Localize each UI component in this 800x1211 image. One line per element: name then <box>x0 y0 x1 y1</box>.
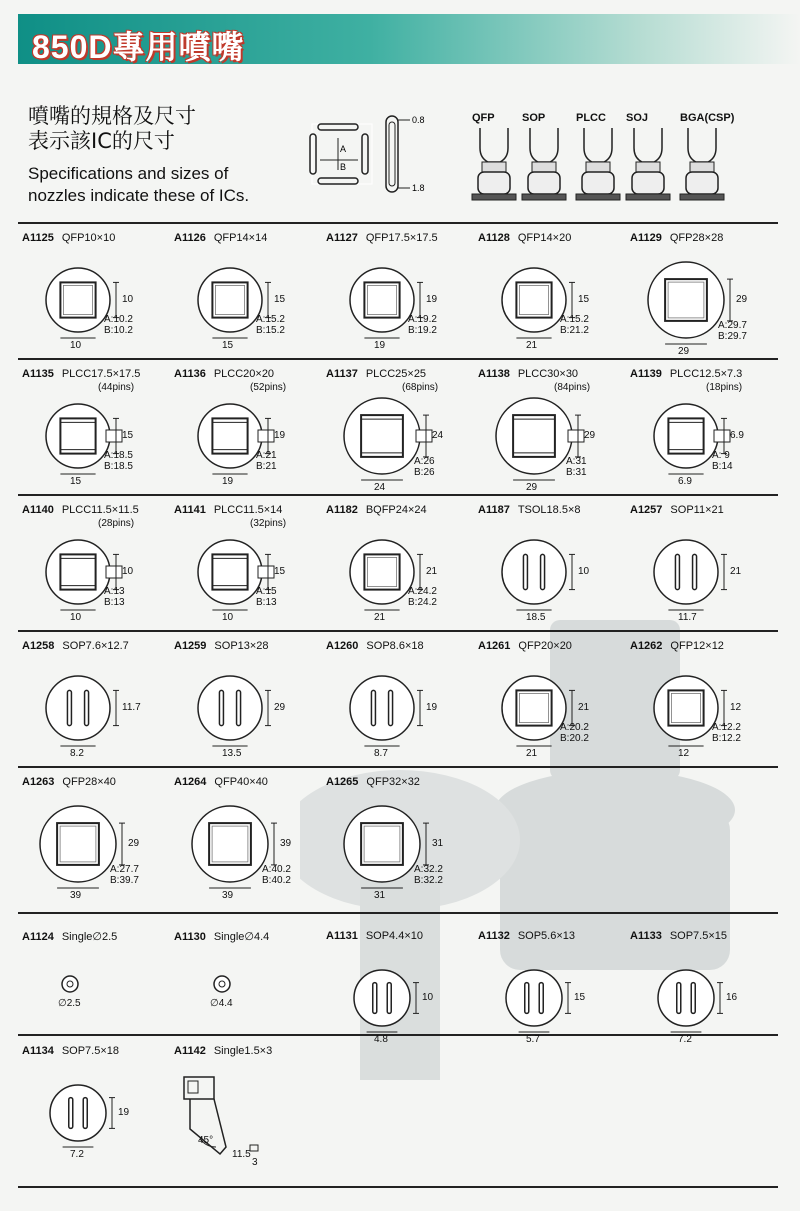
nozzle-side-dimension: 10 <box>578 566 590 577</box>
diagram-dim-bottom: 1.8 <box>412 183 425 193</box>
nozzle-side-dimension: 21 <box>426 566 438 577</box>
nozzle-code: A1140 <box>22 504 54 516</box>
nozzle-bottom-dimension: 8.7 <box>374 748 388 759</box>
nozzle-header <box>22 776 116 788</box>
nozzle-code: A1142 <box>174 1045 206 1057</box>
nozzle-side-dimension: 24 <box>432 430 444 441</box>
nozzle-item <box>18 776 168 904</box>
nozzle-drawing <box>170 944 320 1054</box>
nozzle-b-value: B:15.2 <box>256 325 285 336</box>
nozzle-code: A1263 <box>22 776 55 788</box>
nozzle-item <box>322 504 472 632</box>
nozzle-side-dimension: 15 <box>574 992 586 1003</box>
nozzle-side-dimension: 31 <box>432 838 444 849</box>
nozzle-bottom-dimension: 21 <box>374 612 386 623</box>
nozzle-side-dimension: 39 <box>280 838 292 849</box>
nozzle-drawing <box>18 1059 168 1169</box>
nozzle-item <box>626 368 776 496</box>
nozzle-drawing <box>322 382 472 492</box>
nozzle-side-dimension: 10 <box>422 992 434 1003</box>
nozzle-item <box>474 640 624 768</box>
nozzle-ab-dimensions <box>262 864 291 886</box>
nozzle-item <box>322 640 472 768</box>
nozzle-item <box>18 1045 168 1173</box>
nozzle-drawing <box>474 382 624 492</box>
nozzle-b-value: B:20.2 <box>560 733 589 744</box>
nozzle-pin-count: (44pins) <box>98 382 135 393</box>
nozzle-side-dimension: 19 <box>426 702 438 713</box>
nozzle-header <box>326 504 427 516</box>
nozzle-item <box>626 504 776 632</box>
nozzle-drawing <box>18 944 168 1054</box>
nozzle-drawing <box>170 518 320 628</box>
nozzle-code: A1258 <box>22 640 55 652</box>
intro-en-line1: Specifications and sizes of <box>28 164 229 183</box>
nozzle-item <box>322 776 472 904</box>
nozzle-bottom-dimension: 39 <box>70 890 82 901</box>
nozzle-side-dimension: 21 <box>730 566 742 577</box>
nozzle-a-value: A:15.2 <box>256 314 285 325</box>
nozzle-code: A1265 <box>326 776 359 788</box>
nozzle-header <box>630 368 742 380</box>
nozzle-header <box>326 368 426 380</box>
nozzle-b-value: B:31 <box>566 467 587 478</box>
nozzle-b-value: B:14 <box>712 461 733 472</box>
nozzle-header <box>174 368 274 380</box>
nozzle-spec: BQFP24×24 <box>365 504 427 516</box>
nozzle-spec: QFP17.5×17.5 <box>365 232 438 244</box>
nozzle-b-value: B:18.5 <box>104 461 133 472</box>
nozzle-spec: PLCC11.5×14 <box>213 504 283 516</box>
nozzle-ab-dimensions <box>414 864 443 886</box>
nozzle-item <box>170 504 320 632</box>
nozzle-side-dimension: 15 <box>578 294 590 305</box>
nozzle-a-value: A:40.2 <box>262 864 291 875</box>
nozzle-side-dimension: 6.9 <box>730 430 744 441</box>
row-divider <box>18 912 778 914</box>
nozzle-a-value: A: 9 <box>712 450 730 461</box>
nozzle-header <box>478 368 578 380</box>
nozzle-bottom-dimension: 19 <box>222 476 234 487</box>
nozzle-b-value: B:29.7 <box>718 331 747 342</box>
nozzle-type-drawing <box>676 128 728 216</box>
nozzle-code: A1262 <box>630 640 663 652</box>
nozzle-b-value: B:12.2 <box>712 733 741 744</box>
nozzle-side-dimension: 10 <box>122 566 134 577</box>
nozzle-side-dimension: 29 <box>274 702 286 713</box>
nozzle-header <box>174 232 267 244</box>
nozzle-spec: PLCC17.5×17.5 <box>61 368 141 380</box>
nozzle-drawing <box>626 246 776 356</box>
nozzle-drawing <box>626 654 776 764</box>
nozzle-item <box>474 368 624 496</box>
nozzle-drawing <box>18 518 168 628</box>
nozzle-spec: SOP7.5×18 <box>61 1045 119 1057</box>
nozzle-item <box>170 368 320 496</box>
nozzle-b-value: B:10.2 <box>104 325 133 336</box>
nozzle-ab-dimensions <box>712 722 741 744</box>
nozzle-drawing <box>322 790 472 900</box>
nozzle-item <box>474 232 624 360</box>
nozzle-header <box>22 1045 119 1057</box>
nozzle-a-value: A:10.2 <box>104 314 133 325</box>
nozzle-spec: QFP12×12 <box>670 640 724 652</box>
nozzle-code: A1134 <box>22 1045 54 1057</box>
nozzle-ab-dimensions <box>560 722 589 744</box>
nozzle-item <box>474 504 624 632</box>
nozzle-item <box>170 1045 320 1173</box>
nozzle-spec: QFP14×20 <box>517 232 572 244</box>
nozzle-bottom-dimension: 6.9 <box>678 476 692 487</box>
nozzle-item <box>170 232 320 360</box>
nozzle-code: A1131 <box>326 930 358 942</box>
nozzle-drawing <box>474 654 624 764</box>
nozzle-ab-dimensions <box>718 320 747 342</box>
nozzle-side-dimension: 11.5 <box>232 1149 251 1160</box>
nozzle-code: A1264 <box>174 776 207 788</box>
nozzle-side-dimension: 11.7 <box>122 702 141 713</box>
nozzle-code: A1261 <box>478 640 511 652</box>
nozzle-type-drawing <box>572 128 624 216</box>
nozzle-spec: QFP32×32 <box>366 776 420 788</box>
nozzle-drawing <box>322 944 472 1054</box>
nozzle-item <box>322 368 472 496</box>
nozzle-pin-count: (52pins) <box>250 382 287 393</box>
nozzle-ab-dimensions <box>104 450 133 472</box>
nozzle-ab-dimensions <box>408 586 437 608</box>
nozzle-pin-count: (68pins) <box>402 382 439 393</box>
intro-english <box>28 163 249 207</box>
nozzle-bottom-dimension: 15 <box>70 476 82 487</box>
nozzle-ab-dimensions <box>256 586 277 608</box>
nozzle-spec: QFP20×20 <box>518 640 572 652</box>
nozzle-header <box>174 1045 272 1057</box>
nozzle-b-value: B:21.2 <box>560 325 589 336</box>
nozzle-drawing <box>170 654 320 764</box>
nozzle-a-value: A:21 <box>256 450 277 461</box>
nozzle-side-dimension: 29 <box>736 294 748 305</box>
nozzle-ab-dimensions <box>256 314 285 336</box>
nozzle-a-value: A:26 <box>414 456 435 467</box>
nozzle-item <box>18 368 168 496</box>
nozzle-bottom-dimension: 8.2 <box>70 748 84 759</box>
nozzle-drawing <box>18 654 168 764</box>
nozzle-a-value: A:13 <box>104 586 125 597</box>
nozzle-side-dimension: 10 <box>122 294 134 305</box>
nozzle-a-value: A:24.2 <box>408 586 437 597</box>
nozzle-header <box>326 930 423 942</box>
nozzle-drawing <box>322 654 472 764</box>
nozzle-item <box>170 640 320 768</box>
nozzle-spec: Single∅2.5 <box>61 931 118 943</box>
nozzle-type-label: BGA(CSP) <box>680 112 735 124</box>
nozzle-header <box>478 640 572 652</box>
nozzle-code: A1141 <box>174 504 206 516</box>
nozzle-b-value: B:39.7 <box>110 875 139 886</box>
title-banner <box>18 14 800 64</box>
nozzle-bottom-dimension: 15 <box>222 340 234 351</box>
nozzle-drawing <box>18 790 168 900</box>
nozzle-bottom-dimension: 29 <box>678 346 690 357</box>
nozzle-header <box>326 776 420 788</box>
nozzle-bottom-dimension: 21 <box>526 748 538 759</box>
nozzle-bottom-dimension: ∅2.5 <box>58 998 81 1009</box>
nozzle-item <box>474 930 624 1058</box>
nozzle-header <box>630 232 723 244</box>
nozzle-bottom-dimension: 18.5 <box>526 612 546 623</box>
nozzle-spec: TSOL18.5×8 <box>517 504 581 516</box>
nozzle-side-dimension: 16 <box>726 992 738 1003</box>
nozzle-spec: SOP11×21 <box>670 504 724 516</box>
nozzle-pin-count: (28pins) <box>98 518 135 529</box>
nozzle-drawing <box>474 944 624 1054</box>
nozzle-header <box>326 232 438 244</box>
nozzle-item <box>170 776 320 904</box>
nozzle-item <box>322 232 472 360</box>
nozzle-b-value: B:21 <box>256 461 277 472</box>
nozzle-drawing <box>626 382 776 492</box>
nozzle-drawing <box>170 246 320 356</box>
intro-chinese <box>28 104 196 154</box>
nozzle-header <box>174 776 268 788</box>
nozzle-type-label: PLCC <box>576 112 606 124</box>
nozzle-spec: SOP5.6×13 <box>517 930 575 942</box>
nozzle-drawing <box>474 246 624 356</box>
nozzle-a-value: A:29.7 <box>718 320 747 331</box>
nozzle-dimension-diagram <box>300 112 460 202</box>
nozzle-side-dimension: 12 <box>730 702 742 713</box>
nozzle-bottom-dimension: 7.2 <box>70 1149 84 1160</box>
nozzle-spec: Single∅4.4 <box>213 931 270 943</box>
nozzle-a-value: A:12.2 <box>712 722 741 733</box>
nozzle-type-illustrations <box>466 112 756 216</box>
diagram-label-b: B <box>340 162 347 172</box>
nozzle-pin-count: (18pins) <box>706 382 743 393</box>
nozzle-item <box>626 232 776 360</box>
nozzle-header <box>22 368 140 380</box>
nozzle-code: A1129 <box>630 232 662 244</box>
nozzle-code: A1132 <box>478 930 510 942</box>
intro-zh-line1: 噴嘴的規格及尺寸 <box>28 104 196 128</box>
nozzle-side-dimension: 29 <box>128 838 140 849</box>
nozzle-header <box>478 504 581 516</box>
nozzle-side-dimension: 19 <box>426 294 438 305</box>
nozzle-spec: Single1.5×3 <box>213 1045 273 1057</box>
nozzle-code: A1126 <box>174 232 206 244</box>
nozzle-bottom-dimension: 12 <box>678 748 690 759</box>
nozzle-bottom-dimension: 19 <box>374 340 386 351</box>
nozzle-header <box>630 504 724 516</box>
nozzle-header <box>22 930 117 943</box>
nozzle-spec: QFP28×28 <box>669 232 724 244</box>
nozzle-ab-dimensions <box>414 456 435 478</box>
nozzle-a-value: 45° <box>198 1135 214 1146</box>
nozzle-drawing <box>626 944 776 1054</box>
nozzle-side-dimension: 19 <box>274 430 286 441</box>
diagram-dim-top: 0.8 <box>412 115 425 125</box>
nozzle-type-label: SOP <box>522 112 546 124</box>
nozzle-spec: PLCC25×25 <box>365 368 427 380</box>
nozzle-b-value: B:19.2 <box>408 325 437 336</box>
nozzle-header <box>630 930 727 942</box>
nozzle-code: A1125 <box>22 232 54 244</box>
nozzle-code: A1127 <box>326 232 358 244</box>
nozzle-code: A1259 <box>174 640 207 652</box>
intro-en-line2: nozzles indicate these of ICs. <box>28 186 250 205</box>
nozzle-code: A1136 <box>174 368 206 380</box>
nozzle-spec: QFP14×14 <box>213 232 268 244</box>
nozzle-side-dimension: 29 <box>584 430 596 441</box>
nozzle-type-label: QFP <box>472 112 495 124</box>
nozzle-header <box>22 232 115 244</box>
nozzle-item <box>18 232 168 360</box>
nozzle-header <box>630 640 724 652</box>
nozzle-code: A1137 <box>326 368 358 380</box>
nozzle-a-value: A:27.7 <box>110 864 139 875</box>
nozzle-item <box>170 930 320 1058</box>
page-title: 850D專用噴嘴 <box>32 29 245 65</box>
nozzle-drawing <box>18 382 168 492</box>
nozzle-code: A1138 <box>478 368 510 380</box>
nozzle-header <box>22 504 139 516</box>
nozzle-item <box>18 640 168 768</box>
nozzle-bottom-dimension: 4.8 <box>374 1034 388 1045</box>
nozzle-drawing <box>474 518 624 628</box>
nozzle-code: A1135 <box>22 368 54 380</box>
nozzle-drawing <box>626 518 776 628</box>
nozzle-bottom-dimension: 21 <box>526 340 538 351</box>
row-divider <box>18 1186 778 1188</box>
nozzle-bottom-dimension: 10 <box>70 340 82 351</box>
nozzle-item <box>626 640 776 768</box>
nozzle-code: A1260 <box>326 640 359 652</box>
nozzle-spec: QFP10×10 <box>61 232 116 244</box>
nozzle-a-value: A:20.2 <box>560 722 589 733</box>
nozzle-side-dimension: 15 <box>274 566 286 577</box>
nozzle-item <box>626 930 776 1058</box>
nozzle-drawing <box>170 382 320 492</box>
nozzle-bottom-dimension: 39 <box>222 890 234 901</box>
nozzle-bottom-dimension: 3 <box>252 1157 258 1168</box>
nozzle-code: A1124 <box>22 931 54 943</box>
nozzle-bottom-dimension: 31 <box>374 890 386 901</box>
nozzle-item <box>18 930 168 1058</box>
row-divider <box>18 222 778 224</box>
nozzle-b-value: B:13 <box>104 597 125 608</box>
nozzle-spec: SOP8.6×18 <box>366 640 424 652</box>
nozzle-spec: QFP40×40 <box>214 776 268 788</box>
nozzle-spec: PLCC20×20 <box>213 368 275 380</box>
nozzle-spec: PLCC11.5×11.5 <box>61 504 139 516</box>
nozzle-a-value: A:31 <box>566 456 587 467</box>
nozzle-spec: QFP28×40 <box>62 776 116 788</box>
nozzle-bottom-dimension: 7.2 <box>678 1034 692 1045</box>
nozzle-bottom-dimension: 24 <box>374 482 386 493</box>
nozzle-b-value: B:24.2 <box>408 597 437 608</box>
nozzle-drawing <box>170 790 320 900</box>
nozzle-a-value: A:32.2 <box>414 864 443 875</box>
nozzle-type-drawing <box>518 128 570 216</box>
nozzle-header <box>174 930 269 943</box>
nozzle-pin-count: (84pins) <box>554 382 591 393</box>
nozzle-side-dimension: 19 <box>118 1107 130 1118</box>
nozzle-header <box>478 930 575 942</box>
nozzle-header <box>174 640 269 652</box>
nozzle-ab-dimensions <box>566 456 587 478</box>
nozzle-bottom-dimension: 11.7 <box>678 612 697 623</box>
nozzle-bottom-dimension: 10 <box>70 612 82 623</box>
nozzle-header <box>174 504 282 516</box>
nozzle-code: A1182 <box>326 504 358 516</box>
nozzle-ab-dimensions <box>104 586 125 608</box>
nozzle-code: A1257 <box>630 504 663 516</box>
nozzle-type-label: SOJ <box>626 112 649 124</box>
nozzle-a-value: A:18.5 <box>104 450 133 461</box>
nozzle-side-dimension: 15 <box>274 294 286 305</box>
nozzle-code: A1133 <box>630 930 662 942</box>
nozzle-ab-dimensions <box>560 314 589 336</box>
nozzle-type-drawing <box>468 128 520 216</box>
nozzle-side-dimension: 21 <box>578 702 590 713</box>
nozzle-ab-dimensions <box>110 864 139 886</box>
nozzle-a-value: A:15.2 <box>560 314 589 325</box>
nozzle-bottom-dimension: 29 <box>526 482 538 493</box>
nozzle-drawing <box>18 246 168 356</box>
nozzle-header <box>326 640 424 652</box>
nozzle-spec: SOP4.4×10 <box>365 930 423 942</box>
nozzle-spec: SOP7.5×15 <box>669 930 727 942</box>
nozzle-bottom-dimension: ∅4.4 <box>210 998 233 1009</box>
nozzle-code: A1139 <box>630 368 662 380</box>
nozzle-ab-dimensions <box>256 450 277 472</box>
nozzle-spec: PLCC30×30 <box>517 368 579 380</box>
nozzle-a-value: A:19.2 <box>408 314 437 325</box>
nozzle-drawing <box>322 246 472 356</box>
nozzle-code: A1130 <box>174 931 206 943</box>
intro-zh-line2: 表示該IC的尺寸 <box>28 129 175 153</box>
nozzle-header <box>478 232 571 244</box>
nozzle-pin-count: (32pins) <box>250 518 287 529</box>
nozzle-ab-dimensions <box>712 450 733 472</box>
nozzle-item <box>18 504 168 632</box>
nozzle-ab-dimensions <box>104 314 133 336</box>
nozzle-a-value: A:15 <box>256 586 277 597</box>
nozzle-b-value: B:32.2 <box>414 875 443 886</box>
nozzle-bottom-dimension: 5.7 <box>526 1034 540 1045</box>
nozzle-ab-dimensions <box>198 1135 213 1146</box>
nozzle-b-value: B:26 <box>414 467 435 478</box>
nozzle-spec: PLCC12.5×7.3 <box>669 368 743 380</box>
nozzle-bottom-dimension: 13.5 <box>222 748 242 759</box>
nozzle-drawing <box>322 518 472 628</box>
nozzle-type-drawing <box>622 128 674 216</box>
nozzle-code: A1187 <box>478 504 510 516</box>
nozzle-b-value: B:40.2 <box>262 875 291 886</box>
diagram-label-a: A <box>340 144 347 154</box>
nozzle-header <box>22 640 129 652</box>
nozzle-spec: SOP13×28 <box>214 640 269 652</box>
nozzle-spec: SOP7.6×12.7 <box>62 640 129 652</box>
nozzle-side-dimension: 15 <box>122 430 134 441</box>
nozzle-code: A1128 <box>478 232 510 244</box>
nozzle-ab-dimensions <box>408 314 437 336</box>
nozzle-bottom-dimension: 10 <box>222 612 234 623</box>
nozzle-b-value: B:13 <box>256 597 277 608</box>
nozzle-item <box>322 930 472 1058</box>
